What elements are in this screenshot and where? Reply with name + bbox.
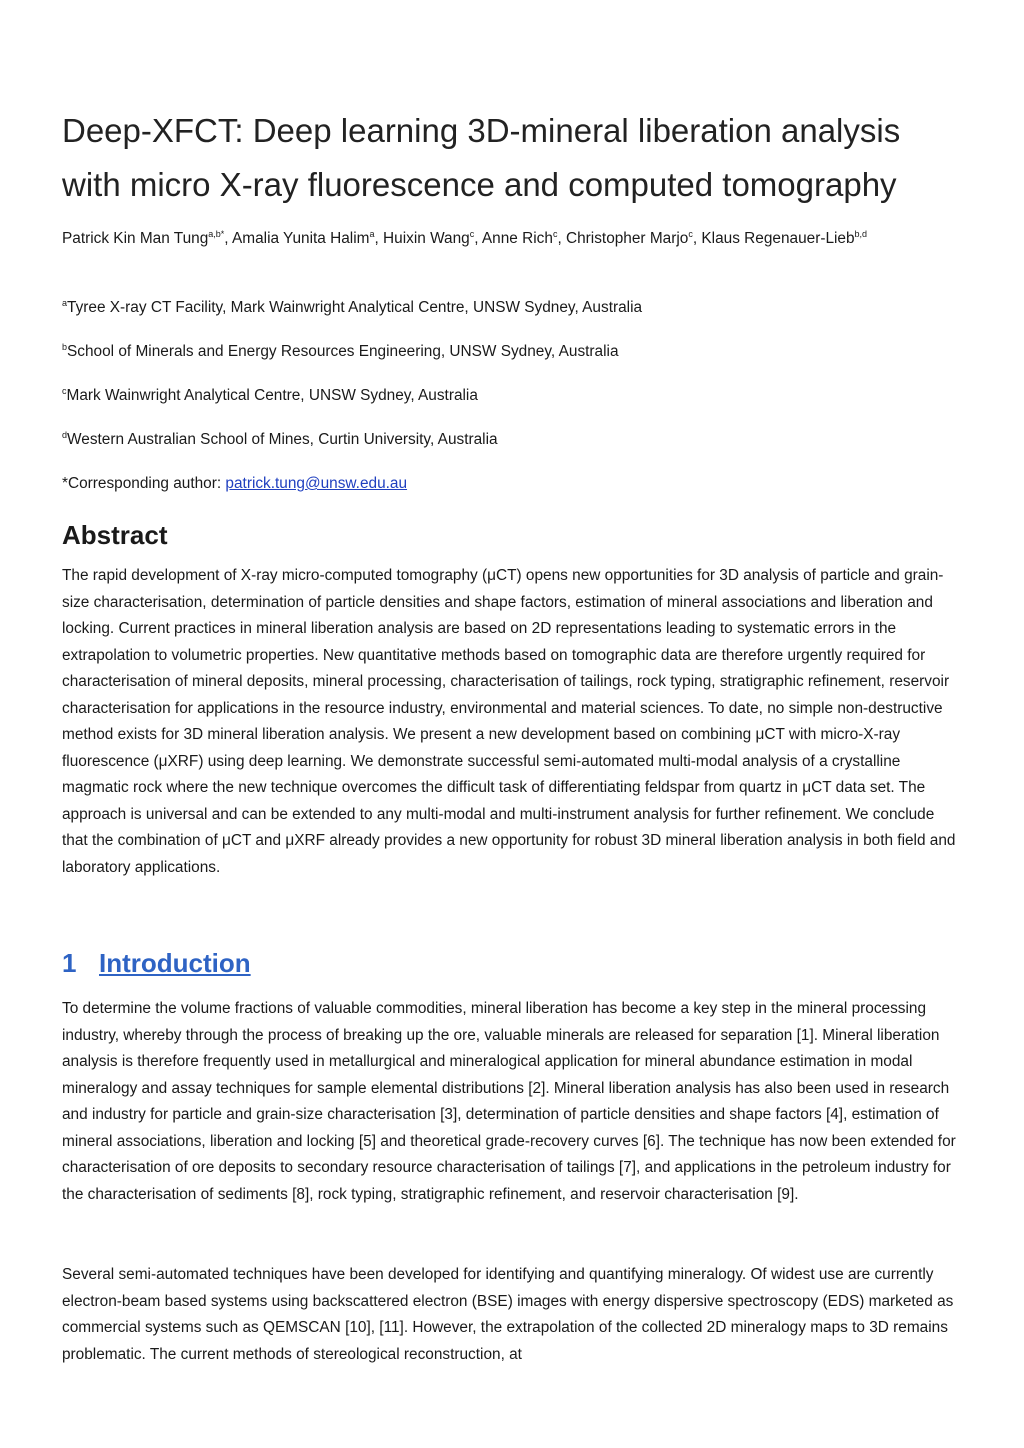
author: Anne Rich$^c$, <box>481 228 566 247</box>
author-list <box>62 226 962 251</box>
intro-paragraph-1: To determine the volume fractions of valuable commodities, mineral liberation has become a key step in the mineral processing industry, whereby through the process of breaking up the ore, valuable minerals are released for separation [1]. Mineral liberation analysis is therefore frequently used in metallurgical and mineralogical application for mineral abundance estimation in modal mineralogy and assay techniques for sample elemental distributions [2]. Mineral liberation analysis has also been used in research and industry for particle and grain-size characterisation [3], determination of particle densities and shape factors [4], estimation of mineral associations, liberation and locking [5] and theoretical grade-recovery curves [6]. The technique has now been extended for characterisation of ore deposits to secondary resource characterisation of tailings [7], and applications in the petroleum industry for the characterisation of sediments [8], rock typing, stratigraphic refinement, and reservoir characterisation [9]. <box>62 1000 956 1203</box>
author: Huixin Wang$^c$, <box>383 228 482 247</box>
author: Amalia Yunita Halim$^a$, <box>232 228 384 247</box>
paper-title: Deep-XFCT: Deep learning 3D-mineral liberation analysis with micro X-ray fluorescence and computed tomography <box>62 112 901 203</box>
affiliation-d: $^d$Western Australian School of Mines, Curtin University, Australia <box>62 429 498 448</box>
corresponding-author: *Corresponding author: patrick.tung@unsw.edu.au <box>62 475 408 492</box>
intro-paragraph-2: Several semi-automated techniques have been developed for identifying and quantifying mineralogy. Of widest use are currently electron-beam based systems using backscattered electron (BSE) images with energy dispersive spectroscopy (EDS) marketed as commercial systems such as QEMSCAN [10], [11]. However, the extrapolation of the collected 2D mineralogy maps to 3D remains problematic. The current methods of stereological reconstruction, at <box>62 1266 954 1363</box>
abstract-text: The rapid development of X-ray micro-computed tomography (μCT) opens new opportunities for 3D analysis of particle and grain-size characterisation, determination of particle densities and shape factors, estimation of mineral associations and liberation and locking. Current practices in mineral liberation analysis are based on 2D representations leading to systematic errors in the extrapolation to volumetric properties. New quantitative methods based on tomographic data are therefore urgently required for characterisation of mineral deposits, mineral processing, characterisation of tailings, rock typing, stratigraphic refinement, reservoir characterisation for applications in the resource industry, environmental and material sciences. To date, no simple non-destructive method exists for 3D mineral liberation analysis. We present a new development based on combining μCT with micro-X-ray fluorescence (μXRF) using deep learning. We demonstrate successful semi-automated multi-modal analysis of a crystalline magmatic rock where the new technique overcomes the difficult task of differentiating feldspar from quartz in μCT data set. The approach is universal and can be extended to any multi-modal and multi-instrument analysis for further refinement. We conclude that the combination of μCT and μXRF already provides a new opportunity for robust 3D mineral liberation analysis in both field and laboratory applications. <box>62 567 956 876</box>
author: Christopher Marjo$^c$, <box>566 228 702 247</box>
affiliation-b: $^b$School of Minerals and Energy Resources Engineering, UNSW Sydney, Australia <box>62 341 619 360</box>
affiliation-a: $^a$Tyree X-ray CT Facility, Mark Wainwright Analytical Centre, UNSW Sydney, Australia <box>62 297 643 316</box>
section-title-link[interactable]: Introduction <box>99 948 251 978</box>
author: Klaus Regenauer-Lieb$^{b,d}$ <box>701 228 868 247</box>
abstract-heading: Abstract <box>62 520 168 550</box>
section-number: 1 <box>62 948 77 978</box>
introduction-heading[interactable] <box>62 944 251 982</box>
affiliation-c: $^c$Mark Wainwright Analytical Centre, UNSW Sydney, Australia <box>62 385 478 404</box>
author: Patrick Kin Man Tung$^{a,b*}$, <box>62 228 232 247</box>
corresponding-email-link[interactable]: patrick.tung@unsw.edu.au <box>225 475 408 492</box>
